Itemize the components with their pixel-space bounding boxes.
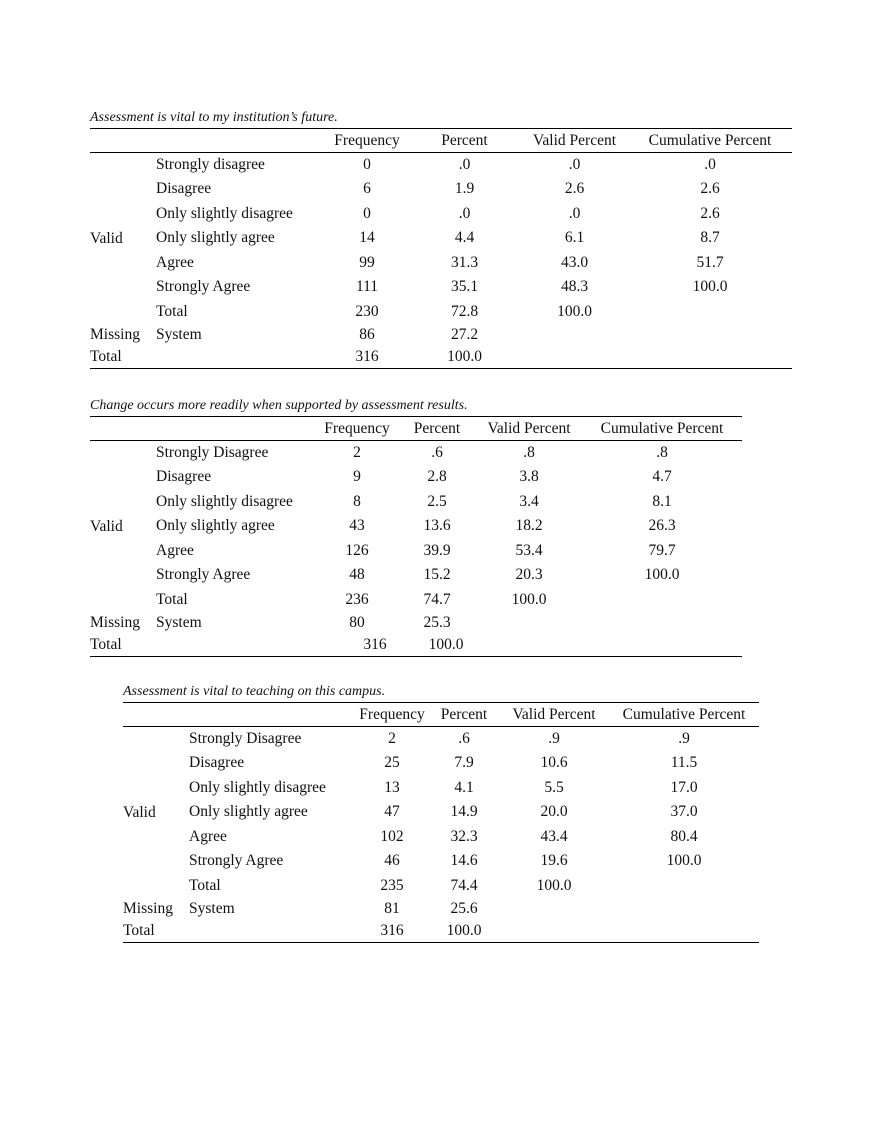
frequency-cell: 316 <box>380 921 404 939</box>
table-row <box>123 800 759 825</box>
row-label: Agree <box>156 253 194 271</box>
percent-cell: 4.1 <box>454 778 474 796</box>
percent-cell: 15.2 <box>423 566 451 584</box>
percent-cell: .0 <box>458 204 471 222</box>
frequency-cell: 0 <box>363 204 371 222</box>
missing-group-label: Missing <box>90 326 140 343</box>
frequency-table <box>90 128 792 369</box>
cumulative-percent-cell <box>582 588 742 613</box>
row-label: Disagree <box>189 754 245 772</box>
frequency-cell: 316 <box>355 347 379 365</box>
percent-cell: 39.9 <box>423 541 451 559</box>
cumulative-percent-cell: 80.4 <box>670 827 698 845</box>
percent-cell: 7.9 <box>454 754 474 772</box>
cumulative-percent-cell: 17.0 <box>670 778 698 796</box>
table-row <box>90 490 742 515</box>
table-row <box>90 275 792 300</box>
total-row <box>90 346 792 368</box>
row-label: Agree <box>189 827 227 845</box>
table-row <box>90 300 792 325</box>
frequency-cell: 0 <box>363 156 371 173</box>
row-label: Strongly Agree <box>156 566 251 584</box>
row-label: Only slightly disagree <box>156 492 293 510</box>
header-row <box>123 703 759 727</box>
valid-percent-cell: 2.6 <box>564 180 585 198</box>
percent-cell: 2.5 <box>427 492 447 510</box>
valid-percent-cell: 43.4 <box>540 827 568 845</box>
percent-cell: 31.3 <box>450 253 479 271</box>
table-row <box>90 588 742 613</box>
header-percent: Percent <box>440 705 488 723</box>
frequency-cell: 6 <box>363 180 371 198</box>
row-label: Strongly Disagree <box>156 444 269 461</box>
header-frequency: Frequency <box>359 705 425 723</box>
row-label: Strongly Agree <box>156 278 251 296</box>
table-row <box>90 153 792 178</box>
cumulative-percent-cell <box>609 874 759 899</box>
frequency-cell: 9 <box>353 468 361 486</box>
cumulative-percent-cell: .9 <box>678 730 690 747</box>
percent-cell: 1.9 <box>454 180 475 198</box>
frequency-cell: 2 <box>388 730 396 747</box>
row-label: Strongly Disagree <box>189 730 302 747</box>
valid-group-label: Valid <box>90 229 123 247</box>
valid-percent-cell: 43.0 <box>560 253 589 271</box>
header-frequency: Frequency <box>334 131 400 149</box>
table-row <box>90 563 742 588</box>
valid-percent-cell: 48.3 <box>560 278 589 296</box>
percent-cell: 14.6 <box>450 852 478 870</box>
table-row <box>123 825 759 850</box>
header-frequency: Frequency <box>324 419 390 437</box>
table-row <box>90 202 792 227</box>
valid-percent-cell: 10.6 <box>540 754 568 772</box>
frequency-cell: 14 <box>359 229 375 247</box>
percent-cell: 27.2 <box>450 326 479 343</box>
cumulative-percent-cell: 2.6 <box>700 204 720 222</box>
header-valid-percent: Valid Percent <box>487 419 571 437</box>
row-label: Total <box>156 590 188 608</box>
percent-cell: 74.4 <box>450 876 478 894</box>
frequency-cell: 126 <box>345 541 369 559</box>
header-valid-percent: Valid Percent <box>532 131 617 149</box>
cumulative-percent-cell: .0 <box>704 156 716 173</box>
header-valid-percent: Valid Percent <box>512 705 596 723</box>
missing-group-label: Missing <box>90 614 140 631</box>
table-row <box>90 539 742 564</box>
percent-cell: 25.6 <box>450 900 478 917</box>
frequency-cell: 80 <box>349 614 365 631</box>
percent-cell: 100.0 <box>447 347 482 365</box>
valid-percent-cell: 6.1 <box>564 229 585 247</box>
valid-percent-cell: 100.0 <box>557 302 592 320</box>
header-cumulative-percent: Cumulative Percent <box>622 705 746 723</box>
percent-cell: 13.6 <box>423 517 451 535</box>
table-caption: Assessment is vital to my institution’s future. <box>90 110 338 125</box>
percent-cell: 74.7 <box>423 590 451 608</box>
table-row <box>123 874 759 899</box>
percent-cell: .0 <box>458 156 471 173</box>
frequency-cell: 102 <box>380 827 404 845</box>
percent-cell: 14.9 <box>450 803 478 821</box>
frequency-cell: 111 <box>355 278 379 296</box>
valid-percent-cell: .8 <box>523 444 535 461</box>
frequency-cell: 235 <box>380 876 404 894</box>
cumulative-percent-cell: 8.1 <box>652 492 672 510</box>
cumulative-percent-cell: 11.5 <box>670 754 698 772</box>
cumulative-percent-cell: 100.0 <box>666 852 702 870</box>
percent-cell: .6 <box>431 444 443 461</box>
cumulative-percent-cell: .8 <box>656 444 668 461</box>
missing-row <box>90 612 742 634</box>
table-caption: Change occurs more readily when supported by assessment results. <box>90 398 468 413</box>
total-label: Total <box>90 347 122 365</box>
valid-percent-cell: 3.4 <box>519 492 539 510</box>
cumulative-percent-cell: 2.6 <box>700 180 720 198</box>
table-block-1 <box>90 108 792 369</box>
frequency-cell: 236 <box>345 590 369 608</box>
frequency-cell: 316 <box>363 635 387 653</box>
frequency-cell: 25 <box>384 754 400 772</box>
frequency-cell: 48 <box>349 566 365 584</box>
row-label: System <box>189 900 235 917</box>
percent-cell: 35.1 <box>450 278 479 296</box>
row-label: Disagree <box>156 180 212 198</box>
total-label: Total <box>123 921 155 939</box>
header-row <box>90 129 792 153</box>
percent-cell: 72.8 <box>450 302 479 320</box>
row-label: Only slightly disagree <box>189 778 326 796</box>
header-cumulative-percent: Cumulative Percent <box>600 419 724 437</box>
row-label: System <box>156 326 202 343</box>
cumulative-percent-cell: 100.0 <box>692 278 728 296</box>
valid-group-label: Valid <box>90 517 123 535</box>
table-row <box>90 514 742 539</box>
valid-percent-cell: 5.5 <box>544 778 564 796</box>
frequency-cell: 81 <box>384 900 400 917</box>
row-label: Agree <box>156 541 194 559</box>
valid-percent-cell: 3.8 <box>519 468 539 486</box>
missing-row <box>90 324 792 346</box>
row-label: Disagree <box>156 468 212 486</box>
percent-cell: 100.0 <box>446 921 482 939</box>
row-label: Strongly Agree <box>189 852 284 870</box>
frequency-cell: 43 <box>349 517 365 535</box>
table-row <box>123 751 759 776</box>
valid-percent-cell: 100.0 <box>536 876 572 894</box>
valid-percent-cell: 53.4 <box>515 541 543 559</box>
table-row <box>90 251 792 276</box>
table-caption: Assessment is vital to teaching on this campus. <box>123 684 386 699</box>
header-percent: Percent <box>441 131 488 149</box>
total-label: Total <box>90 635 122 653</box>
percent-cell: 32.3 <box>450 827 478 845</box>
header-percent: Percent <box>413 419 461 437</box>
valid-percent-cell: .0 <box>568 204 581 222</box>
frequency-cell: 13 <box>384 778 400 796</box>
row-label: System <box>156 614 202 631</box>
frequency-cell: 8 <box>353 492 361 510</box>
frequency-table <box>90 416 742 657</box>
table-row <box>123 849 759 874</box>
cumulative-percent-cell: 79.7 <box>648 541 676 559</box>
frequency-table <box>123 702 759 943</box>
header-row <box>90 417 742 441</box>
row-label: Only slightly agree <box>156 517 275 535</box>
cumulative-percent-cell <box>628 300 792 325</box>
frequency-cell: 2 <box>353 444 361 461</box>
percent-cell: .6 <box>458 730 470 747</box>
cumulative-percent-cell: 4.7 <box>652 468 672 486</box>
cumulative-percent-cell: 26.3 <box>648 517 676 535</box>
percent-cell: 4.4 <box>454 229 475 247</box>
table-block-3 <box>123 682 759 943</box>
missing-group-label: Missing <box>123 900 173 917</box>
header-cumulative-percent: Cumulative Percent <box>648 131 772 149</box>
row-label: Total <box>189 876 221 894</box>
row-label: Total <box>156 302 188 320</box>
valid-group-label: Valid <box>123 803 156 821</box>
percent-cell: 25.3 <box>423 614 451 631</box>
valid-percent-cell: 19.6 <box>540 852 568 870</box>
frequency-cell: 46 <box>384 852 400 870</box>
cumulative-percent-cell: 51.7 <box>696 253 724 271</box>
valid-percent-cell: .0 <box>568 156 581 173</box>
total-row <box>90 634 742 656</box>
cumulative-percent-cell: 100.0 <box>644 566 680 584</box>
percent-cell: 2.8 <box>427 468 447 486</box>
table-row <box>90 441 742 466</box>
frequency-cell: 47 <box>384 803 400 821</box>
valid-percent-cell: 18.2 <box>515 517 543 535</box>
valid-percent-cell: 20.0 <box>540 803 568 821</box>
table-row <box>90 226 792 251</box>
total-row <box>123 920 759 942</box>
table-row <box>90 465 742 490</box>
row-label: Only slightly agree <box>156 229 275 247</box>
table-row <box>123 727 759 752</box>
percent-cell: 100.0 <box>428 635 464 653</box>
valid-percent-cell: .9 <box>548 730 560 747</box>
frequency-cell: 86 <box>359 326 375 343</box>
cumulative-percent-cell: 8.7 <box>700 229 720 247</box>
frequency-cell: 230 <box>355 302 379 320</box>
cumulative-percent-cell: 37.0 <box>670 803 698 821</box>
row-label: Strongly disagree <box>156 156 265 173</box>
row-label: Only slightly disagree <box>156 204 293 222</box>
missing-row <box>123 898 759 920</box>
table-row <box>123 776 759 801</box>
table-block-2 <box>90 396 742 657</box>
valid-percent-cell: 100.0 <box>511 590 547 608</box>
table-row <box>90 177 792 202</box>
valid-percent-cell: 20.3 <box>515 566 543 584</box>
frequency-cell: 99 <box>359 253 375 271</box>
row-label: Only slightly agree <box>189 803 308 821</box>
